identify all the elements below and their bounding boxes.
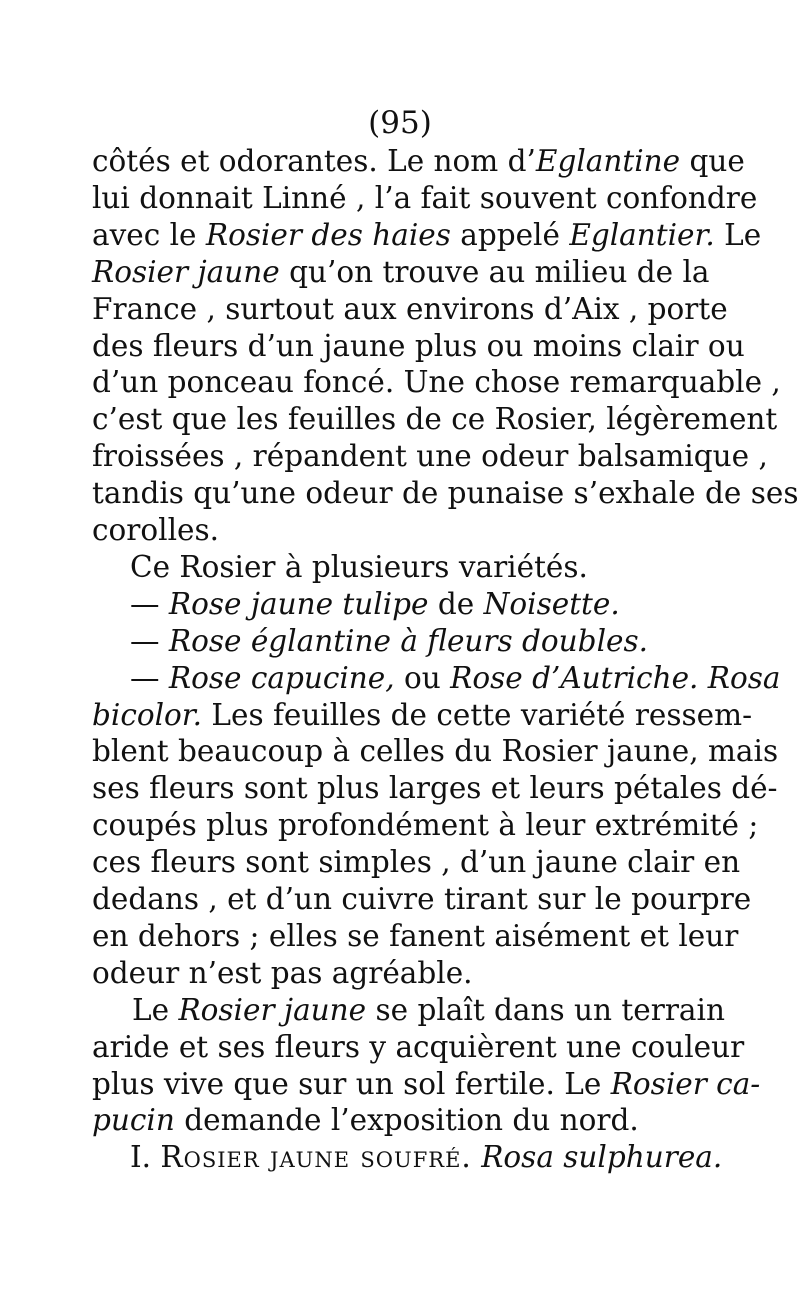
text-line — [92, 291, 728, 327]
text-segment: — — [130, 586, 169, 621]
italic-text: pucin — [92, 1103, 175, 1138]
text-segment: Les feuilles de cette variété ressem- — [202, 697, 753, 732]
text-segment: lui donnait Linné , l’a fait souvent confondre — [92, 180, 758, 215]
text-line — [130, 1139, 723, 1175]
text-line — [92, 1102, 708, 1138]
text-segment: Ce Rosier à plusieurs variétés. — [130, 549, 588, 584]
text-line — [130, 549, 708, 585]
text-segment: se plaît dans un terrain — [366, 992, 725, 1027]
text-line — [130, 586, 708, 622]
text-segment: de — [428, 586, 484, 621]
text-segment: que — [680, 144, 745, 178]
text-segment: d’un ponceau foncé. Une chose remarquable , — [92, 365, 781, 400]
text-segment: coupés plus profondément à leur extrémité ; — [92, 808, 759, 843]
text-line — [92, 844, 741, 880]
text-line — [92, 217, 762, 253]
text-segment: — — [130, 623, 169, 658]
italic-text: Rosier des haies — [205, 217, 451, 252]
text-line — [132, 992, 725, 1028]
text-line — [92, 770, 778, 806]
text-segment: Le — [714, 217, 762, 252]
italic-text: Rose d’Autriche. Rosa — [450, 660, 781, 695]
text-line — [92, 180, 758, 216]
text-line — [92, 328, 745, 364]
text-segment: froissées , répandent une odeur balsamique , — [92, 439, 768, 474]
text-segment: blent beaucoup à celles du Rosier jaune, mais — [92, 734, 779, 769]
italic-text: Rose jaune tulipe — [168, 586, 429, 621]
text-segment: Le — [132, 992, 179, 1027]
text-line — [92, 697, 753, 733]
text-line — [92, 475, 799, 511]
text-segment: ses fleurs sont plus larges et leurs pétales dé- — [92, 771, 778, 806]
text-line — [92, 438, 768, 474]
italic-text: Noisette. — [483, 586, 620, 621]
italic-text: Rosier jaune — [92, 254, 280, 289]
text-segment: demande l’exposition du nord. — [174, 1103, 639, 1138]
text-segment: I. — [130, 1140, 161, 1175]
text-segment: des fleurs d’un jaune plus ou moins clair ou — [92, 328, 745, 363]
text-segment: qu’on trouve au milieu de la — [279, 254, 710, 289]
text-segment: odeur n’est pas agréable. — [92, 955, 473, 990]
italic-text: Rosa sulphurea. — [481, 1140, 723, 1175]
text-segment: corolles. — [92, 513, 219, 547]
text-line — [92, 143, 745, 179]
text-segment — [472, 1140, 481, 1174]
italic-text: bicolor. — [92, 697, 203, 732]
text-segment: côtés et odorantes. Le nom d’ — [92, 144, 536, 178]
text-segment: aride et ses fleurs y acquièrent une couleur — [92, 1029, 745, 1064]
text-segment: ou — [394, 660, 451, 695]
text-segment: tandis qu’une odeur de punaise s’exhale de ses — [92, 476, 799, 511]
text-line — [92, 733, 779, 769]
text-line — [92, 955, 708, 991]
text-line — [92, 807, 759, 843]
text-segment: dedans , et d’un cuivre tirant sur le pourpre — [92, 882, 752, 916]
italic-text: Rosier ca- — [610, 1066, 761, 1101]
italic-text: Rosier jaune — [178, 992, 367, 1027]
text-line — [92, 512, 708, 548]
text-line — [92, 364, 781, 400]
italic-text: Eglantier. — [569, 217, 715, 252]
text-line — [92, 918, 739, 954]
text-segment: appelé — [450, 217, 570, 252]
text-segment: ces fleurs sont simples , d’un jaune clair en — [92, 845, 741, 880]
page-number: (95) — [368, 105, 432, 141]
text-segment: avec le — [92, 217, 206, 252]
italic-text: Eglantine — [535, 144, 681, 178]
text-line — [92, 881, 752, 917]
text-segment: en dehors ; elles se fanent aisément et leur — [92, 918, 739, 953]
text-segment: c’est que les feuilles de ce Rosier, légèrement — [92, 402, 778, 437]
text-line — [92, 254, 708, 290]
italic-text: Rose capucine, — [168, 660, 395, 695]
text-line — [130, 660, 781, 696]
italic-text: Rose églantine à fleurs doubles. — [168, 623, 648, 658]
text-segment: — — [130, 660, 169, 695]
small-caps-heading: Rosier jaune soufré. — [160, 1140, 472, 1175]
text-segment: plus vive que sur un sol fertile. Le — [92, 1066, 611, 1101]
text-line — [92, 401, 778, 437]
text-line — [92, 1066, 761, 1102]
text-line — [130, 623, 708, 659]
text-line — [92, 1029, 745, 1065]
text-segment: France , surtout aux environs d’Aix , porte — [92, 291, 728, 326]
